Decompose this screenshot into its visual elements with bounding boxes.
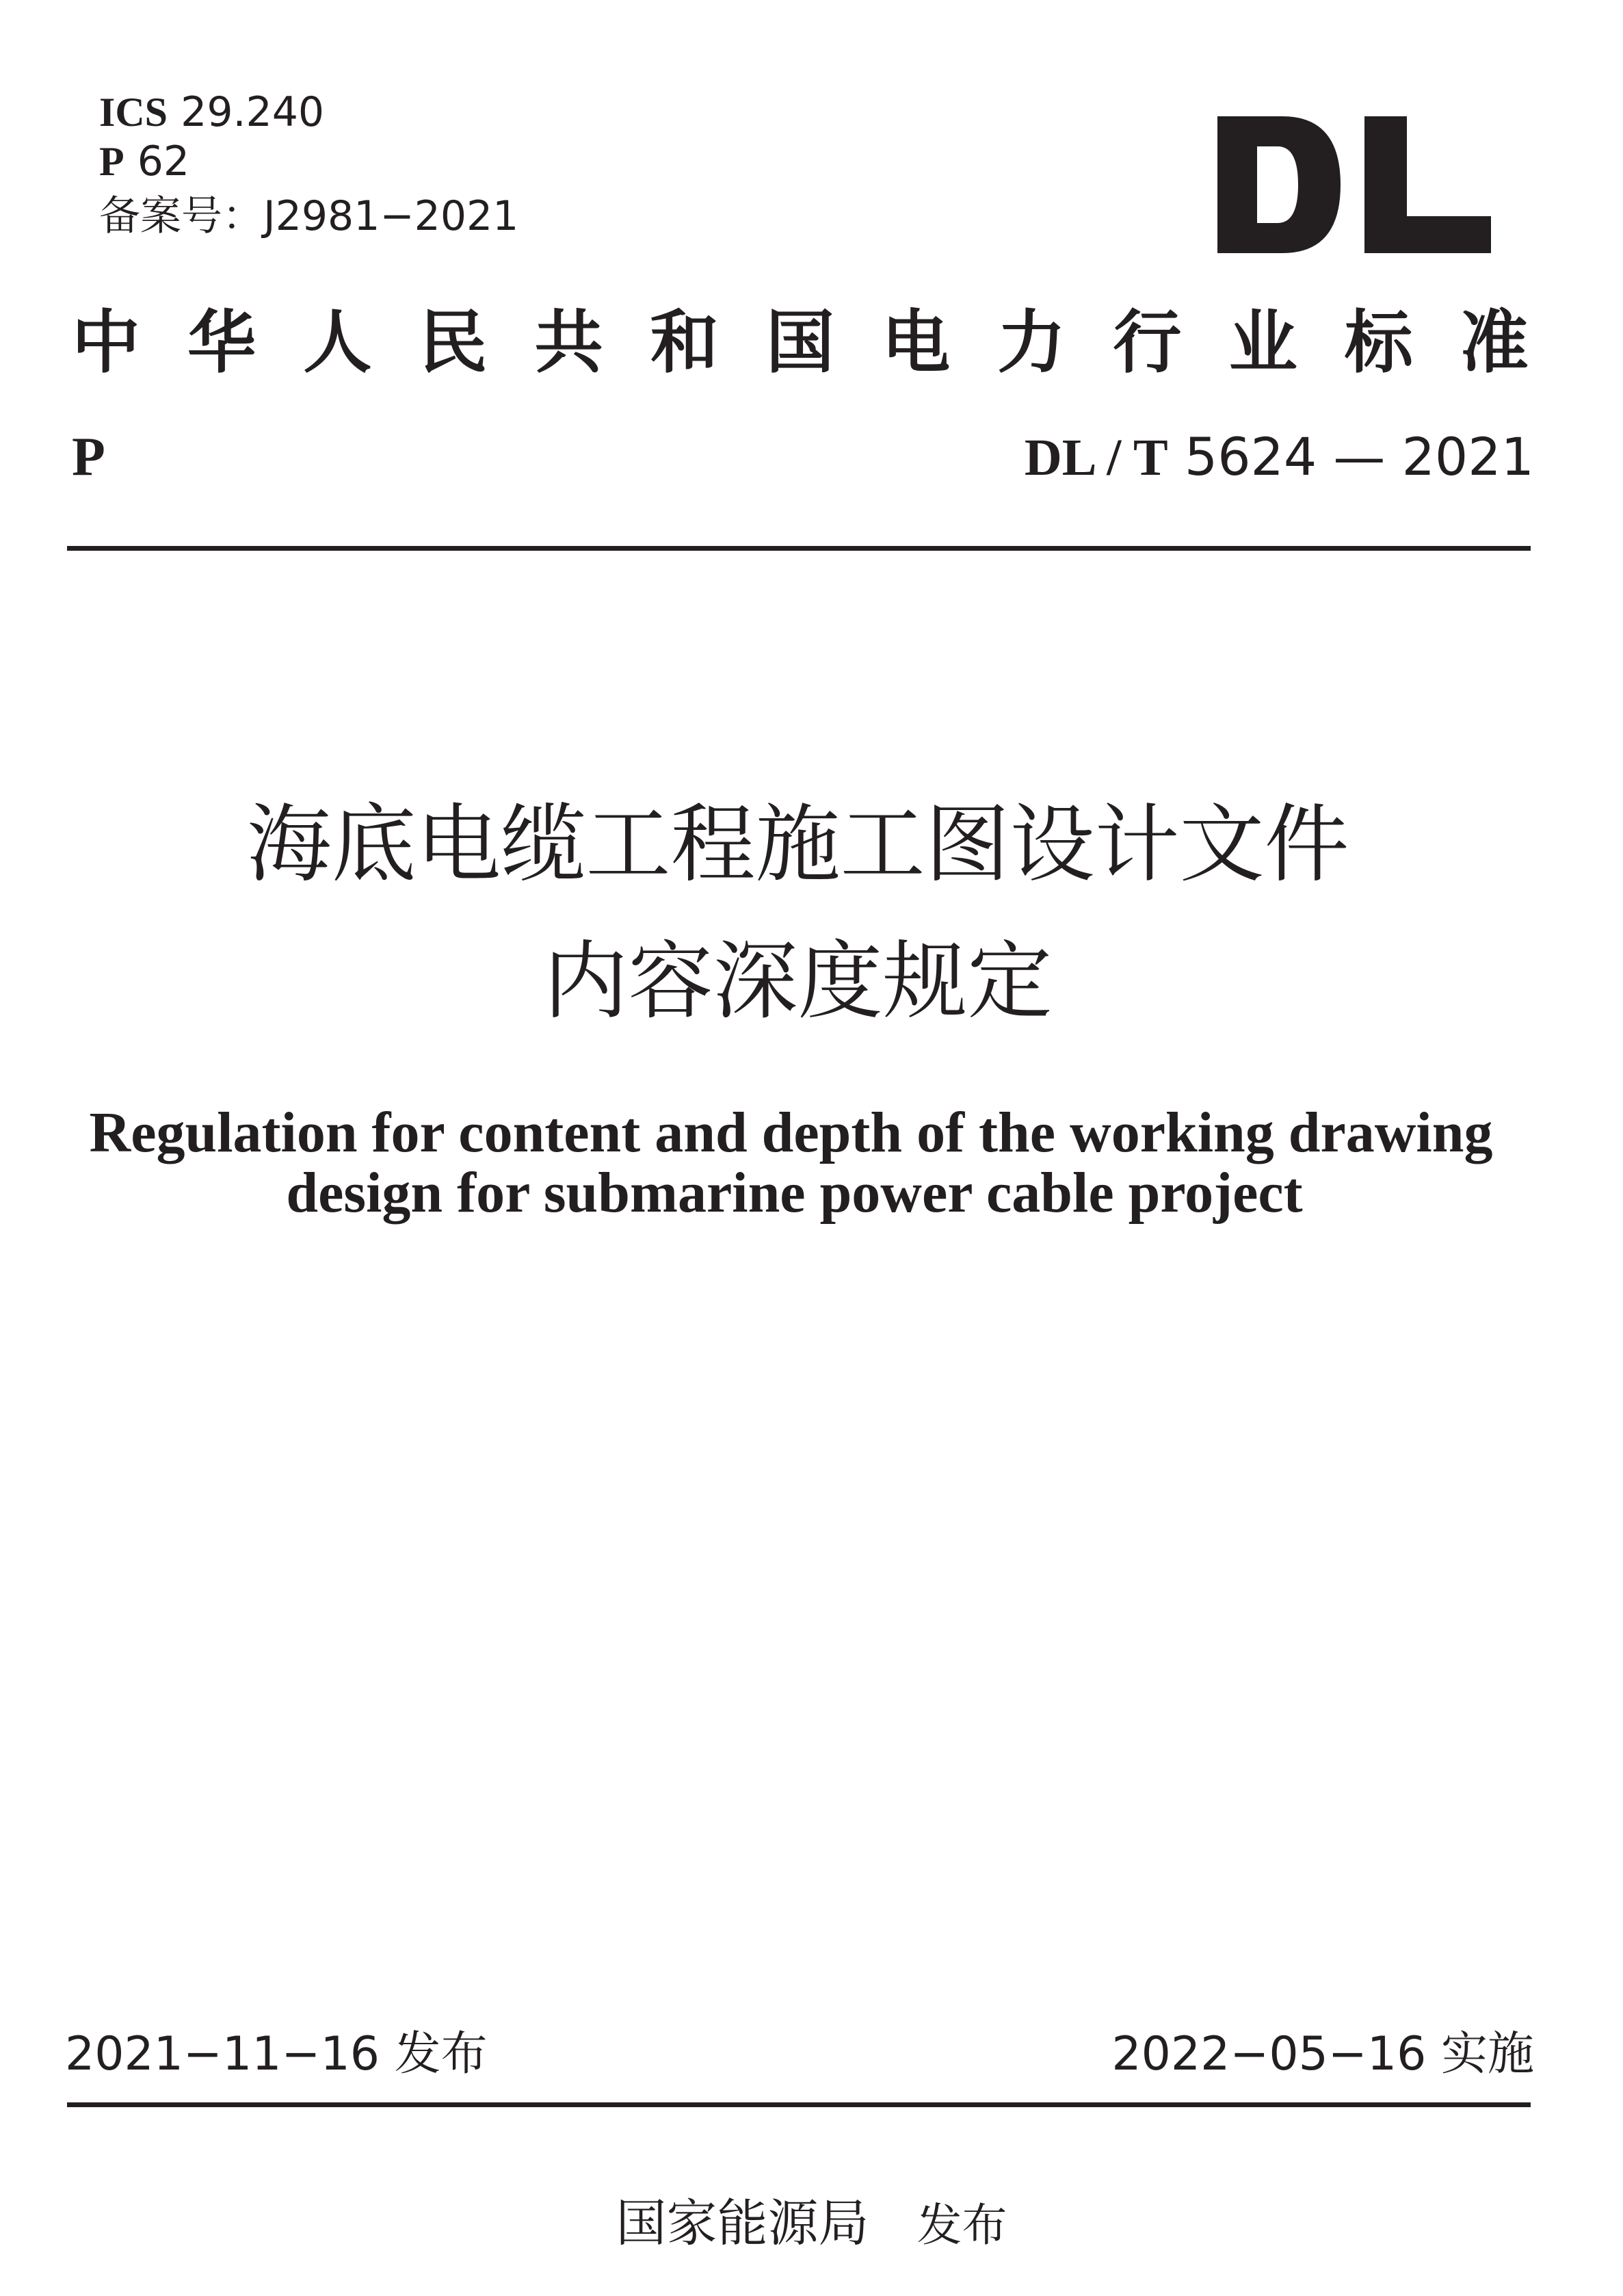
heading-char: 民 [419,302,488,382]
ccs-value: 62 [137,138,190,185]
ics-prefix: ICS [99,90,168,135]
heading-char: 华 [187,302,256,382]
chinese-title-line-2: 内容深度规定 [543,932,1053,1031]
issuer-verb: 发布 [916,2199,1007,2252]
industry-standard-heading [72,301,1529,383]
heading-char: 业 [1228,302,1297,382]
heading-char: 行 [1113,302,1182,382]
heading-char: 国 [765,302,834,382]
heading-char: 电 [882,302,951,382]
issue-date: 2021−11−16 发布 [65,2027,488,2081]
heading-char: 准 [1460,302,1529,382]
heading-char: 和 [650,302,719,382]
ics-value: 29.240 [181,88,325,136]
filing-number [99,192,518,241]
heading-char: 中 [72,302,140,382]
implementation-date: 2022−05−16 实施 [1111,2027,1534,2081]
top-divider [67,546,1531,551]
heading-char: 人 [303,302,372,382]
filing-value: J2981−2021 [263,192,519,240]
chinese-title-line-1: 海底电缆工程施工图设计文件 [246,796,1349,894]
bottom-divider [67,2102,1531,2107]
english-title-line-1: Regulation for content and depth of the working drawing [89,1101,1493,1164]
standard-number-prefix: DL / T [1024,429,1168,486]
category-letter: P [72,427,105,487]
issuer-name: 国家能源局 [616,2194,869,2253]
heading-char: 标 [1344,302,1413,382]
heading-char: 共 [534,302,603,382]
standard-number-value: 5624 — 2021 [1184,426,1534,487]
ics-code [99,88,324,137]
ccs-prefix: P [99,139,124,184]
heading-char: 力 [997,302,1066,382]
english-title-line-2: design for submarine power cable project [286,1161,1303,1225]
dl-logo-icon [1217,116,1505,253]
standard-number [1025,424,1534,491]
ccs-code [99,137,189,186]
filing-label: 备案号： [99,192,263,240]
issuing-body [0,2189,1623,2260]
